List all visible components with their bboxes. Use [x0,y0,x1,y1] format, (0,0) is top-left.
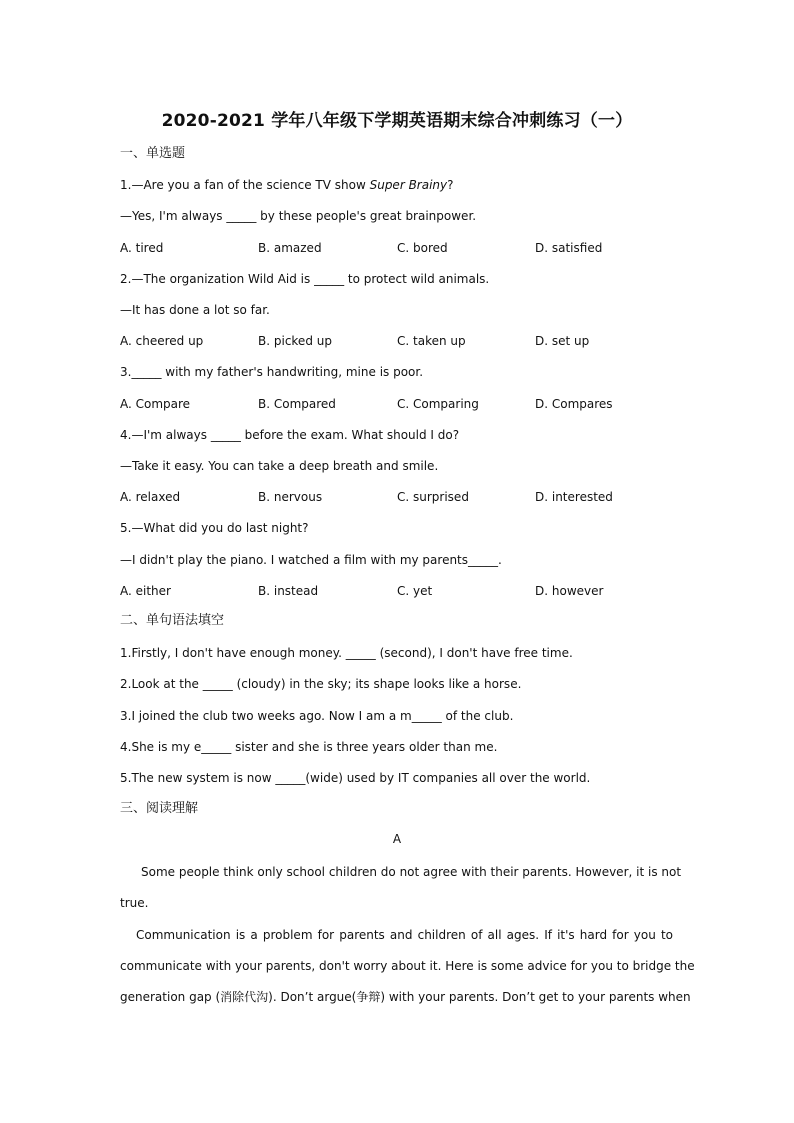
passage-heading: A [392,832,402,846]
fill-item-4: 4.She is my e_____ sister and she is three years older than me. [120,740,498,754]
question-1-option-b: B. amazed [258,241,322,255]
question-2-stem: 2.—The organization Wild Aid is _____ to protect wild animals. [120,272,490,286]
fill-item-1: 1.Firstly, I don't have enough money. _____ (second), I don't have free time. [120,646,573,660]
question-4-option-c: C. surprised [397,490,469,504]
question-2-option-a: A. cheered up [120,334,204,348]
question-4-option-a: A. relaxed [120,490,181,504]
question-3-stem: 3._____ with my father's handwriting, mine is poor. [120,365,424,379]
question-5-reply: —I didn't play the piano. I watched a film with my parents_____. [120,553,502,567]
section-heading-grammar-fill: 二、单句语法填空 [120,613,225,628]
question-3-option-b: B. Compared [258,397,336,411]
question-2-option-b: B. picked up [258,334,332,348]
question-5-option-a: A. either [120,584,171,598]
page-title: 2020-2021 学年八年级下学期英语期末综合冲刺练习（一） [161,111,633,131]
fill-item-3: 3.I joined the club two weeks ago. Now I am a m_____ of the club. [120,709,514,723]
question-5-option-d: D. however [535,584,604,598]
passage-line-4: communicate with your parents, don't worry about it. Here is some advice for you to bridge the [120,959,695,973]
passage-line-1: Some people think only school children do not agree with their parents. However, it is not [141,865,682,879]
question-3-option-c: C. Comparing [397,397,479,411]
question-5-stem: 5.—What did you do last night? [120,521,309,535]
question-1-reply: —Yes, I'm always _____ by these people's great brainpower. [120,209,477,223]
question-text: ? [447,178,454,192]
passage-line-3: Communication is a problem for parents and children of all ages. If it's hard for you to [136,928,673,942]
show-title: Super Brainy [369,178,448,192]
question-1-option-d: D. satisfied [535,241,603,255]
passage-line-5: generation gap (消除代沟). Don’t argue(争辩) with your parents. Don’t get to your parents when [120,990,691,1004]
question-5-option-c: C. yet [397,584,433,598]
section-heading-single-choice: 一、单选题 [120,146,186,161]
question-2-option-d: D. set up [535,334,590,348]
section-heading-reading: 三、阅读理解 [120,801,199,816]
question-4-option-b: B. nervous [258,490,323,504]
question-2-option-c: C. taken up [397,334,466,348]
question-4-option-d: D. interested [535,490,613,504]
question-1-option-c: C. bored [397,241,448,255]
question-1-option-a: A. tired [120,241,164,255]
question-2-reply: —It has done a lot so far. [120,303,270,317]
fill-item-2: 2.Look at the _____ (cloudy) in the sky; its shape looks like a horse. [120,677,522,691]
question-4-stem: 4.—I'm always _____ before the exam. What should I do? [120,428,460,442]
passage-line-2: true. [120,896,149,910]
question-3-option-d: D. Compares [535,397,613,411]
fill-item-5: 5.The new system is now _____(wide) used by IT companies all over the world. [120,771,591,785]
question-4-reply: —Take it easy. You can take a deep breath and smile. [120,459,439,473]
question-3-option-a: A. Compare [120,397,191,411]
question-5-option-b: B. instead [258,584,319,598]
question-1-stem [120,177,454,193]
question-text: 1.—Are you a fan of the science TV show [120,178,370,192]
